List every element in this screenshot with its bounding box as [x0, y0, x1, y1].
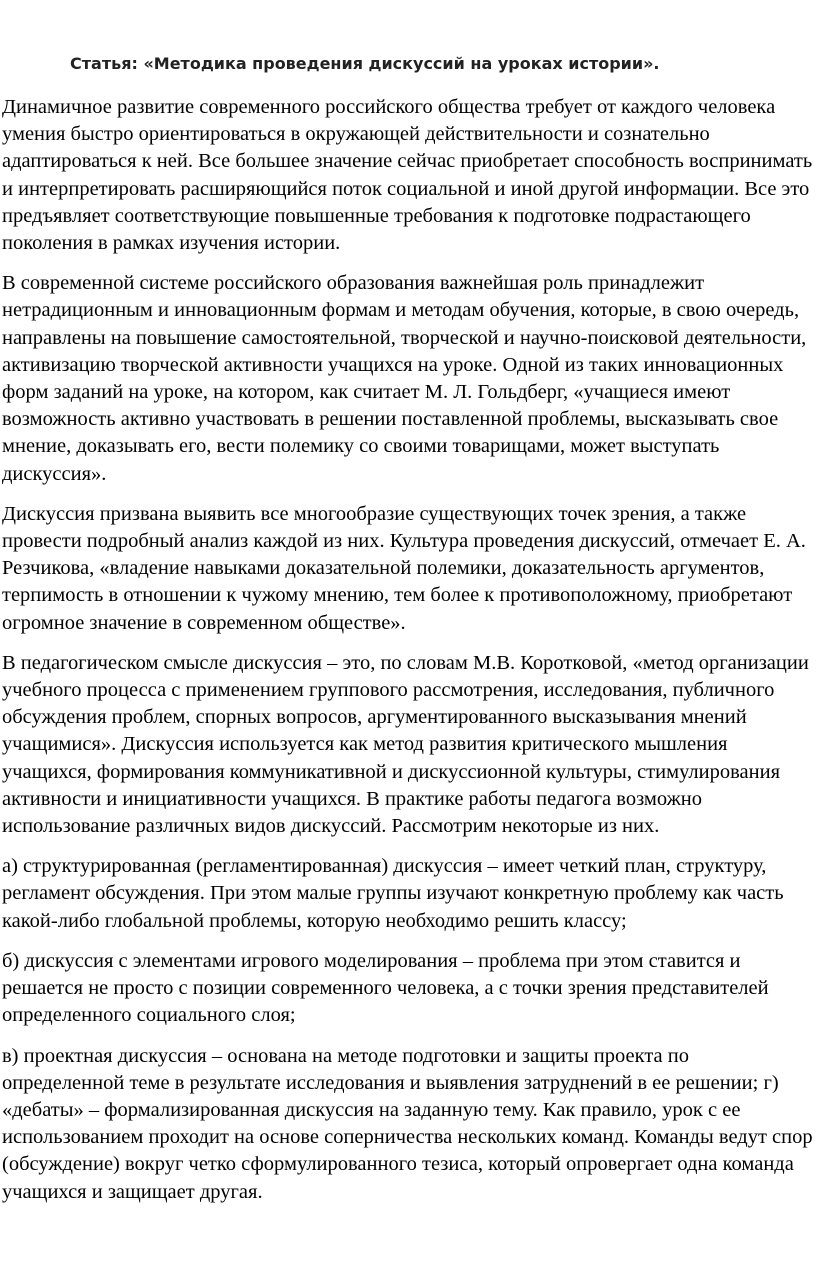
paragraph-type-b: б) дискуссия с элементами игрового моделирования – проблема при этом ставится и решается не просто с позиции современного человека, а с точки зрения представителей определенного социального слоя;	[2, 949, 769, 1027]
paragraph-intro: Динамичное развитие современного российского общества требует от каждого человека умения быстро ориентироваться в окружающей действительности и сознательно адаптироваться к ней. Все большее значение сейчас приобретает способность воспринимать и интерпретировать расширяющийся поток социальной и иной другой информации. Все это предъявляет соответствующие повышенные требования к подготовке подрастающего поколения в рамках изучения истории.	[2, 96, 813, 255]
paragraph-type-v-g: в) проектная дискуссия – основана на методе подготовки и защиты проекта по определенной теме в результате исследования и выявления затруднений в ее решении; г) «дебаты» – формализированная дискуссия на заданную тему. Как правило, урок с ее использованием проходит на основе соперничества нескольких команд. Команды ведут спор (обсуждение) вокруг четко сформулированного тезиса, который опровергает одна команда учащихся и защищает другая.	[2, 1044, 813, 1203]
paragraph-innovative-forms: В современной системе российского образования важнейшая роль принадлежит нетрадиционным и инновационным формам и методам обучения, которые, в свою очередь, направлены на повышение самостоятельной, творческой и научно-поисковой деятельности, активизацию творческой активности учащихся на уроке. Одной из таких инновационных форм заданий на уроке, на котором, как считает М. Л. Гольдберг, «учащиеся имеют возможность активно участвовать в решении поставленной проблемы, высказывать свое мнение, доказывать его, вести полемику со своими товарищами, может выступать дискуссия».	[2, 272, 807, 485]
paragraph-discussion-purpose: Дискуссия призвана выявить все многообразие существующих точек зрения, а также провести подробный анализ каждой из них. Культура проведения дискуссий, отмечает Е. А. Резчикова, «владение навыками доказательной полемики, доказательность аргументов, терпимость в отношении к чужому мнению, тем более к противоположному, приобретают огромное значение в современном обществе».	[2, 502, 806, 634]
paragraph-pedagogical-meaning: В педагогическом смысле дискуссия – это, по словам М.В. Коротковой, «метод организации учебного процесса с применением группового рассмотрения, исследования, публичного обсуждения проблем, спорных вопросов, аргументированного высказывания мнений учащимися». Дискуссия используется как метод развития критического мышления учащихся, формирования коммуникативной и дискуссионной культуры, стимулирования активности и инициативности учащихся. В практике работы педагога возможно использование различных видов дискуссий. Рассмотрим некоторые из них.	[2, 651, 809, 838]
article-title: Статья: «Методика проведения дискуссий на уроках истории».	[70, 54, 660, 73]
paragraph-type-a: а) структурированная (регламентированная) дискуссия – имеет четкий план, структуру, регламент обсуждения. При этом малые группы изучают конкретную проблему как часть какой-либо глобальной проблемы, которую необходимо решить классу;	[2, 855, 784, 932]
